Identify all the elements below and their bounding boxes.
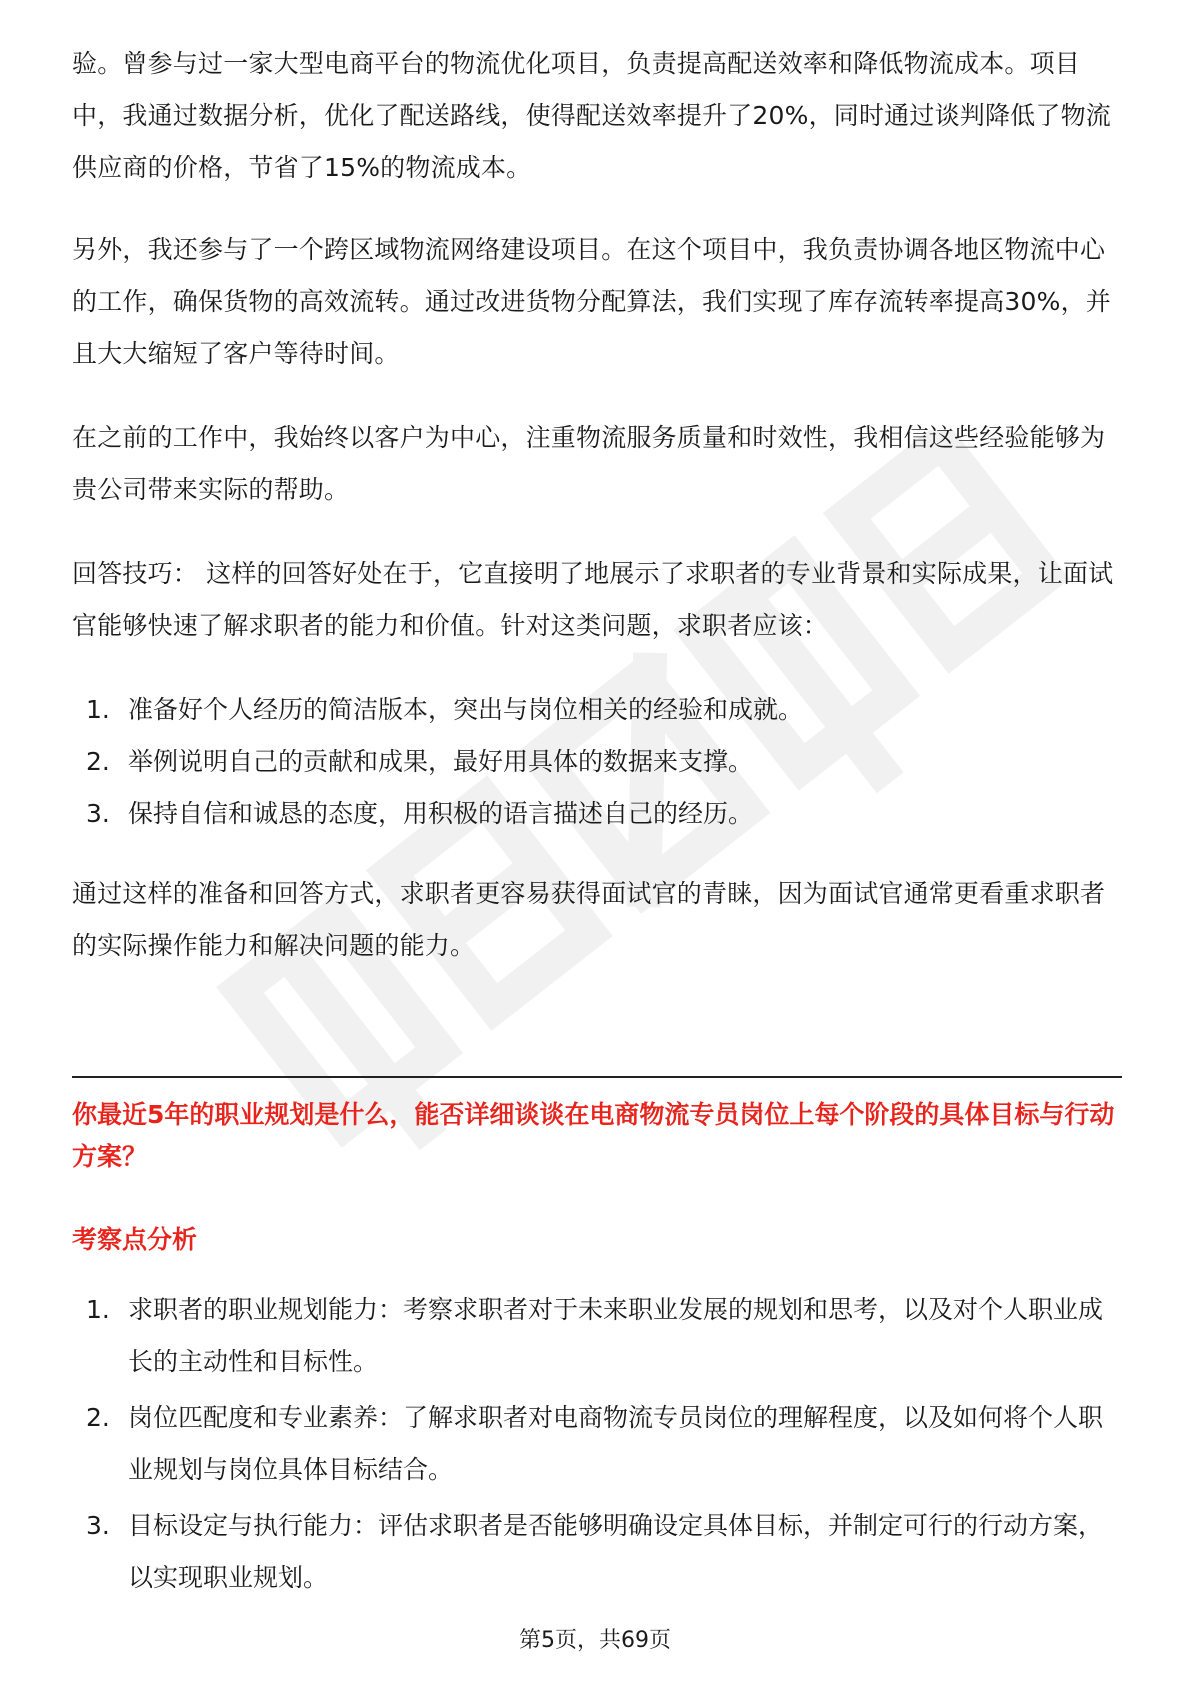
- page-number-footer: 第5页，共69页: [519, 1628, 671, 1653]
- list-item: [72, 1500, 1118, 1604]
- list-number: 3.: [86, 1511, 110, 1540]
- section-divider: [72, 1076, 1122, 1078]
- list-text: 保持自信和诚恳的态度，用积极的语言描述自己的经历。: [128, 799, 754, 828]
- list-item: [72, 736, 1118, 788]
- tips-list: [72, 684, 1118, 840]
- question-heading: 你最近5年的职业规划是什么，能否详细谈谈在电商物流专员岗位上每个阶段的具体目标与行动方案？: [72, 1100, 1115, 1171]
- list-text: 准备好个人经历的简洁版本，突出与岗位相关的经验和成就。: [128, 695, 804, 724]
- list-number: 2.: [86, 747, 110, 776]
- paragraph-network-project: 另外，我还参与了一个跨区域物流网络建设项目。在这个项目中，我负责协调各地区物流中心的工作，确保货物的高效流转。通过改进货物分配算法，我们实现了库存流转率提高30%，并且大大缩短了客户等待时间。: [72, 235, 1111, 368]
- analysis-list: [72, 1284, 1118, 1608]
- list-number: 1.: [86, 1295, 110, 1324]
- list-item: [72, 1284, 1118, 1388]
- list-number: 3.: [86, 799, 110, 828]
- list-number: 2.: [86, 1403, 110, 1432]
- analysis-title: 考察点分析: [72, 1225, 198, 1254]
- list-item: [72, 684, 1118, 736]
- paragraph-project-experience: 验。曾参与过一家大型电商平台的物流优化项目，负责提高配送效率和降低物流成本。项目中，我通过数据分析，优化了配送路线，使得配送效率提升了20%，同时通过谈判降低了物流供应商的价格，节省了15%的物流成本。: [72, 49, 1111, 182]
- list-item: [72, 1392, 1118, 1496]
- paragraph-customer-focus: 在之前的工作中，我始终以客户为中心，注重物流服务质量和时效性，我相信这些经验能够为贵公司带来实际的帮助。: [72, 423, 1106, 504]
- list-text: 举例说明自己的贡献和成果，最好用具体的数据来支撑。: [128, 747, 754, 776]
- document-page: [72, 0, 1122, 1684]
- paragraph-conclusion: 通过这样的准备和回答方式，求职者更容易获得面试官的青睐，因为面试官通常更看重求职者的实际操作能力和解决问题的能力。: [72, 879, 1106, 960]
- paragraph-answer-tips: 回答技巧： 这样的回答好处在于，它直接明了地展示了求职者的专业背景和实际成果，让面试官能够快速了解求职者的能力和价值。针对这类问题，求职者应该：: [72, 559, 1114, 640]
- list-number: 1.: [86, 695, 110, 724]
- list-text: 目标设定与执行能力：评估求职者是否能够明确设定具体目标，并制定可行的行动方案，以实现职业规划。: [128, 1511, 1104, 1592]
- list-text: 求职者的职业规划能力：考察求职者对于未来职业发展的规划和思考，以及对个人职业成长的主动性和目标性。: [128, 1295, 1104, 1376]
- list-text: 岗位匹配度和专业素养：了解求职者对电商物流专员岗位的理解程度，以及如何将个人职业规划与岗位具体目标结合。: [128, 1403, 1104, 1484]
- list-item: [72, 788, 1118, 840]
